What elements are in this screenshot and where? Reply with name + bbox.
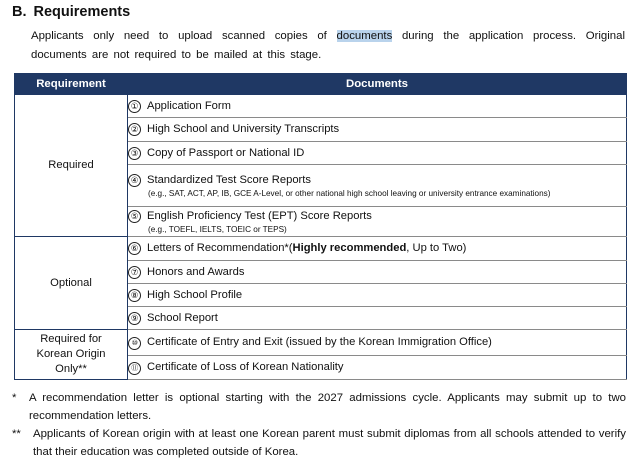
- document-item: [128, 118, 627, 142]
- footnote-mark: *: [12, 392, 17, 404]
- section-letter: B.: [12, 4, 27, 20]
- item-number: ②: [128, 123, 141, 136]
- document-label: Copy of Passport or National ID: [147, 146, 305, 159]
- document-label: Application Form: [147, 99, 231, 112]
- document-label: English Proficiency Test (EPT) Score Reports: [147, 209, 372, 222]
- document-label-tail: , Up to Two): [406, 242, 467, 254]
- document-item: [128, 356, 627, 380]
- intro-paragraph: [31, 27, 625, 65]
- item-number: ⑥: [128, 242, 141, 255]
- category-korean-origin: Required for Korean Origin Only**: [15, 330, 128, 380]
- section-title: Requirements: [33, 4, 131, 20]
- intro-text-after: during the application process. Original documents are not required to be mailed at this stage.: [31, 30, 625, 61]
- document-item: [128, 207, 627, 237]
- footnote-mark: **: [12, 428, 21, 440]
- document-item: [128, 165, 627, 207]
- header-documents: Documents: [128, 74, 627, 95]
- intro-text-before: Applicants only need to upload scanned copies of: [31, 30, 337, 42]
- document-label: High School Profile: [147, 288, 243, 301]
- document-emphasis: Highly recommended: [292, 242, 407, 254]
- category-optional: Optional: [15, 237, 128, 330]
- table-header-row: [15, 74, 627, 95]
- document-item: [128, 237, 627, 261]
- document-label: Certificate of Loss of Korean Nationality: [147, 360, 344, 373]
- item-number: ⑩: [128, 337, 141, 350]
- item-number: ⑤: [128, 210, 141, 223]
- header-requirement: Requirement: [15, 74, 128, 95]
- document-note: (e.g., SAT, ACT, AP, IB, GCE A-Level, or other national high school leaving or university entrance examinations): [148, 188, 551, 198]
- table-row: [15, 237, 627, 261]
- category-required: Required: [15, 95, 128, 237]
- document-item: [128, 261, 627, 284]
- document-item: [128, 95, 627, 118]
- item-number: ⑪: [128, 362, 141, 375]
- footnote-text: Applicants of Korean origin with at least one Korean parent must submit diplomas from all schools attended to verify that their education was completed outside of Korea.: [33, 428, 626, 458]
- document-note: (e.g., TOEFL, IELTS, TOEIC or TEPS): [148, 224, 287, 234]
- document-label: Letters of Recommendation*(: [147, 242, 293, 254]
- document-label: Standardized Test Score Reports: [147, 173, 311, 186]
- item-number: ⑦: [128, 266, 141, 279]
- requirements-table: [14, 73, 627, 380]
- table-row: [15, 95, 627, 118]
- item-number: ①: [128, 100, 141, 113]
- item-number: ⑨: [128, 312, 141, 325]
- footnote: [12, 389, 626, 425]
- section-heading: [12, 4, 130, 20]
- footnote-text: A recommendation letter is optional starting with the 2027 admissions cycle. Applicants may submit up to two recommendation letters.: [29, 392, 626, 422]
- item-number: ④: [128, 174, 141, 187]
- document-item: [128, 284, 627, 307]
- document-label: High School and University Transcripts: [147, 123, 340, 135]
- highlighted-word: documents: [336, 30, 393, 42]
- footnote: [12, 425, 626, 461]
- footnotes: [12, 389, 626, 461]
- document-label: Certificate of Entry and Exit (issued by the Korean Immigration Office): [147, 335, 492, 348]
- document-label: School Report: [147, 311, 218, 324]
- document-item: [128, 330, 627, 356]
- table-row: [15, 330, 627, 356]
- document-item: [128, 142, 627, 165]
- item-number: ⑧: [128, 289, 141, 302]
- document-label: Honors and Awards: [147, 265, 245, 278]
- item-number: ③: [128, 147, 141, 160]
- document-item: [128, 307, 627, 330]
